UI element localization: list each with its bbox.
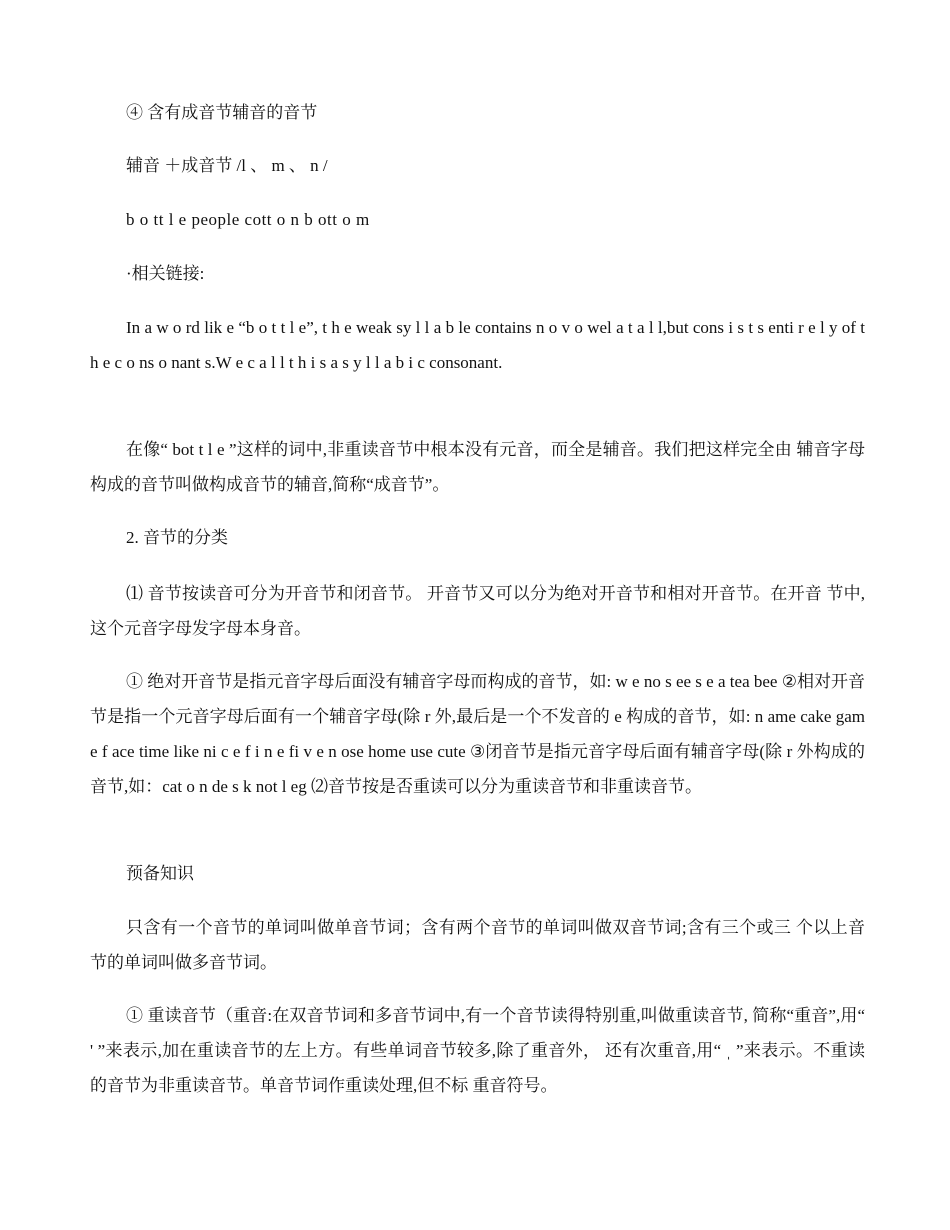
- prerequisite-heading: 预备知识: [126, 864, 194, 883]
- open-closed-syllable-paragraph: ⑴ 音节按读音可分为开音节和闭音节。 开音节又可以分为绝对开音节和相对开音节。在开音 节中,这个元音字母发字母本身音。: [90, 584, 865, 638]
- chinese-explanation-paragraph: 在像“ bot t l e ”这样的词中,非重读音节中根本没有元音，而全是辅音。我们把这样完全由 辅音字母构成的音节叫做构成音节的辅音,简称“成音节”。: [90, 440, 865, 494]
- related-links-label: ·相关链接:: [126, 264, 205, 283]
- stressed-syllable-paragraph: ① 重读音节（重音:在双音节词和多音节词中,有一个音节读得特别重,叫做重读音节, 简称“重音”,用“ ' ”来表示,加在重读音节的左上方。有些单词音节较多,除了重音外， 还有次重音,用“ ˌ ”来表示。不重读的音节为非重读音节。单音节词作重读处理,但不标 重音符号。: [90, 1006, 865, 1095]
- rule-consonant-plus-syllabic: 辅音 ＋成音节 /l 、 m 、 n /: [126, 156, 328, 175]
- section-heading-classification: 2. 音节的分类: [126, 528, 228, 547]
- english-explanation-paragraph: In a w o rd lik e “b o t t l e”, t h e weak sy l l a b le contains n o v o wel a t a l l,but cons i s t s enti r e l y of t h e c o ns o nant s.W e c a l l t h i s a s y l l a b i c consonant.: [90, 318, 865, 372]
- example-words: b o tt l e people cott o n b ott o m: [126, 210, 370, 229]
- heading-syllabic-consonant: ④ 含有成音节辅音的音节: [126, 103, 318, 122]
- syllable-types-paragraph: ① 绝对开音节是指元音字母后面没有辅音字母而构成的音节，如: w e no s ee s e a tea bee ②相对开音节是指一个元音字母后面有一个辅音字母(除 r 外,最后是一个不发音的 e 构成的音节，如: n ame cake gam e f ace time like ni c e f i n e fi v e n ose home use cute ③闭音节是指元音字母后面有辅音字母(除 r 外构成的音节,如：cat o n de s k not l eg ⑵音节按是否重读可以分为重读音节和非重读音节。: [90, 672, 865, 796]
- syllable-count-paragraph: 只含有一个音节的单词叫做单音节词；含有两个音节的单词叫做双音节词;含有三个或三 个以上音节的单词叫做多音节词。: [90, 918, 865, 972]
